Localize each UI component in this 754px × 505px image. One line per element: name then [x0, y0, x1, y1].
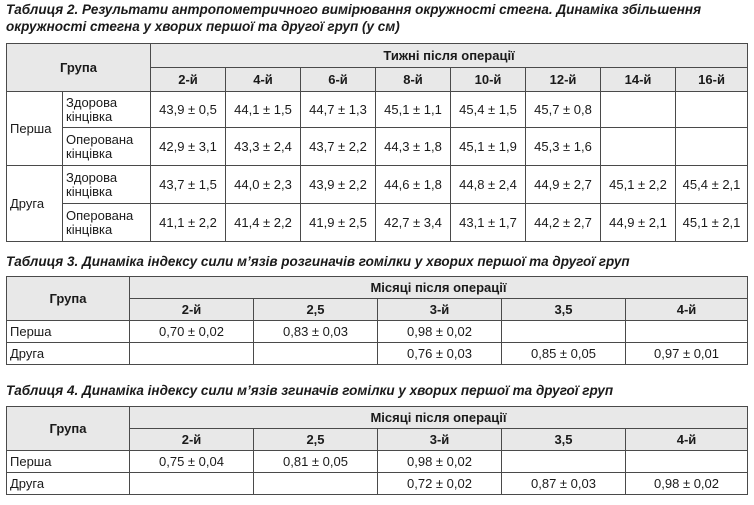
table-row: [7, 321, 748, 343]
group-name: Перша: [7, 321, 130, 343]
group-name: Друга: [7, 343, 130, 365]
table-cell: 44,2 ± 2,7: [526, 204, 601, 242]
table-cell: 43,9 ± 0,5: [151, 92, 226, 128]
table-cell: [601, 92, 676, 128]
table-cell: 45,4 ± 2,1: [676, 166, 748, 204]
table-cell: [626, 451, 748, 473]
table-cell: 45,3 ± 1,6: [526, 128, 601, 166]
table-cell: 44,7 ± 1,3: [301, 92, 376, 128]
table3-col-header: 3,5: [502, 299, 626, 321]
table2-col-header: 14-й: [601, 68, 676, 92]
table-row: [7, 204, 748, 242]
table-cell: 44,3 ± 1,8: [376, 128, 451, 166]
table-cell: 0,98 ± 0,02: [378, 321, 502, 343]
table3: [6, 276, 748, 365]
table-cell: 43,3 ± 2,4: [226, 128, 301, 166]
table-row: [7, 128, 748, 166]
table-cell: 44,8 ± 2,4: [451, 166, 526, 204]
table2-col-header: 16-й: [676, 68, 748, 92]
table-cell: 44,9 ± 2,7: [526, 166, 601, 204]
table-cell: 0,97 ± 0,01: [626, 343, 748, 365]
table-cell: 42,7 ± 3,4: [376, 204, 451, 242]
table-row: [7, 473, 748, 495]
limb-label: Оперована кінцівка: [63, 204, 151, 242]
limb-label: Здорова кінцівка: [63, 166, 151, 204]
table4-col-header: 3-й: [378, 429, 502, 451]
group-name: Перша: [7, 92, 63, 166]
table-cell: [502, 451, 626, 473]
table4-col-header: 4-й: [626, 429, 748, 451]
table4-col-header: 2-й: [130, 429, 254, 451]
table-cell: [130, 343, 254, 365]
table-cell: 0,76 ± 0,03: [378, 343, 502, 365]
table-cell: 0,72 ± 0,02: [378, 473, 502, 495]
table2-col-header: 8-й: [376, 68, 451, 92]
table-cell: 0,85 ± 0,05: [502, 343, 626, 365]
table-cell: 0,70 ± 0,02: [130, 321, 254, 343]
table-cell: 43,7 ± 1,5: [151, 166, 226, 204]
table-row: [7, 451, 748, 473]
table-cell: 45,4 ± 1,5: [451, 92, 526, 128]
table-cell: 0,98 ± 0,02: [378, 451, 502, 473]
table-cell: 45,1 ± 2,1: [676, 204, 748, 242]
table2-group-header: Група: [7, 44, 151, 92]
table-cell: 43,1 ± 1,7: [451, 204, 526, 242]
table2: [6, 43, 748, 242]
table-cell: 0,87 ± 0,03: [502, 473, 626, 495]
table-cell: 42,9 ± 3,1: [151, 128, 226, 166]
group-name: Друга: [7, 166, 63, 242]
table-cell: 45,7 ± 0,8: [526, 92, 601, 128]
table-cell: [676, 92, 748, 128]
table3-caption: Таблиця 3. Динаміка індексу сили м’язів розгиначів гомілки у хворих першої та другої груп: [6, 254, 630, 269]
table-cell: 45,1 ± 1,9: [451, 128, 526, 166]
table-cell: 44,0 ± 2,3: [226, 166, 301, 204]
table3-col-header: 4-й: [626, 299, 748, 321]
table-cell: 0,98 ± 0,02: [626, 473, 748, 495]
table2-col-header: 6-й: [301, 68, 376, 92]
table3-col-header: 3-й: [378, 299, 502, 321]
table2-col-header: 12-й: [526, 68, 601, 92]
table-cell: [676, 128, 748, 166]
table-cell: 0,81 ± 0,05: [254, 451, 378, 473]
table-cell: 45,1 ± 2,2: [601, 166, 676, 204]
table2-period-header: Тижні після операції: [151, 44, 748, 68]
table-cell: [601, 128, 676, 166]
table-cell: 44,6 ± 1,8: [376, 166, 451, 204]
limb-label: Оперована кінцівка: [63, 128, 151, 166]
table2-col-header: 2-й: [151, 68, 226, 92]
table-cell: [254, 343, 378, 365]
table-cell: [254, 473, 378, 495]
table4-group-header: Група: [7, 407, 130, 451]
table3-col-header: 2-й: [130, 299, 254, 321]
table-cell: [130, 473, 254, 495]
limb-label: Здорова кінцівка: [63, 92, 151, 128]
table-cell: 43,7 ± 2,2: [301, 128, 376, 166]
table-row: [7, 343, 748, 365]
table-cell: 44,9 ± 2,1: [601, 204, 676, 242]
table-cell: 41,9 ± 2,5: [301, 204, 376, 242]
table-cell: 41,4 ± 2,2: [226, 204, 301, 242]
table-cell: [626, 321, 748, 343]
group-name: Перша: [7, 451, 130, 473]
table2-col-header: 10-й: [451, 68, 526, 92]
table4-caption: Таблиця 4. Динаміка індексу сили м’язів згиначів гомілки у хворих першої та другої груп: [6, 383, 614, 398]
table3-col-header: 2,5: [254, 299, 378, 321]
table2-caption-line2: окружності стегна у хворих першої та другої груп (у см): [6, 19, 400, 34]
table3-period-header: Місяці після операції: [130, 277, 748, 299]
table-cell: 44,1 ± 1,5: [226, 92, 301, 128]
group-name: Друга: [7, 473, 130, 495]
table-cell: 43,9 ± 2,2: [301, 166, 376, 204]
table4-col-header: 3,5: [502, 429, 626, 451]
table4-col-header: 2,5: [254, 429, 378, 451]
table4-period-header: Місяці після операції: [130, 407, 748, 429]
table-cell: [502, 321, 626, 343]
table2-col-header: 4-й: [226, 68, 301, 92]
table3-group-header: Група: [7, 277, 130, 321]
table-cell: 0,83 ± 0,03: [254, 321, 378, 343]
table-cell: 0,75 ± 0,04: [130, 451, 254, 473]
table-row: [7, 92, 748, 128]
table4: [6, 406, 748, 495]
table-row: [7, 166, 748, 204]
table2-caption-line1: Таблиця 2. Результати антропометричного вимірювання окружності стегна. Динаміка збільшення: [6, 2, 702, 17]
table-cell: 41,1 ± 2,2: [151, 204, 226, 242]
table-cell: 45,1 ± 1,1: [376, 92, 451, 128]
